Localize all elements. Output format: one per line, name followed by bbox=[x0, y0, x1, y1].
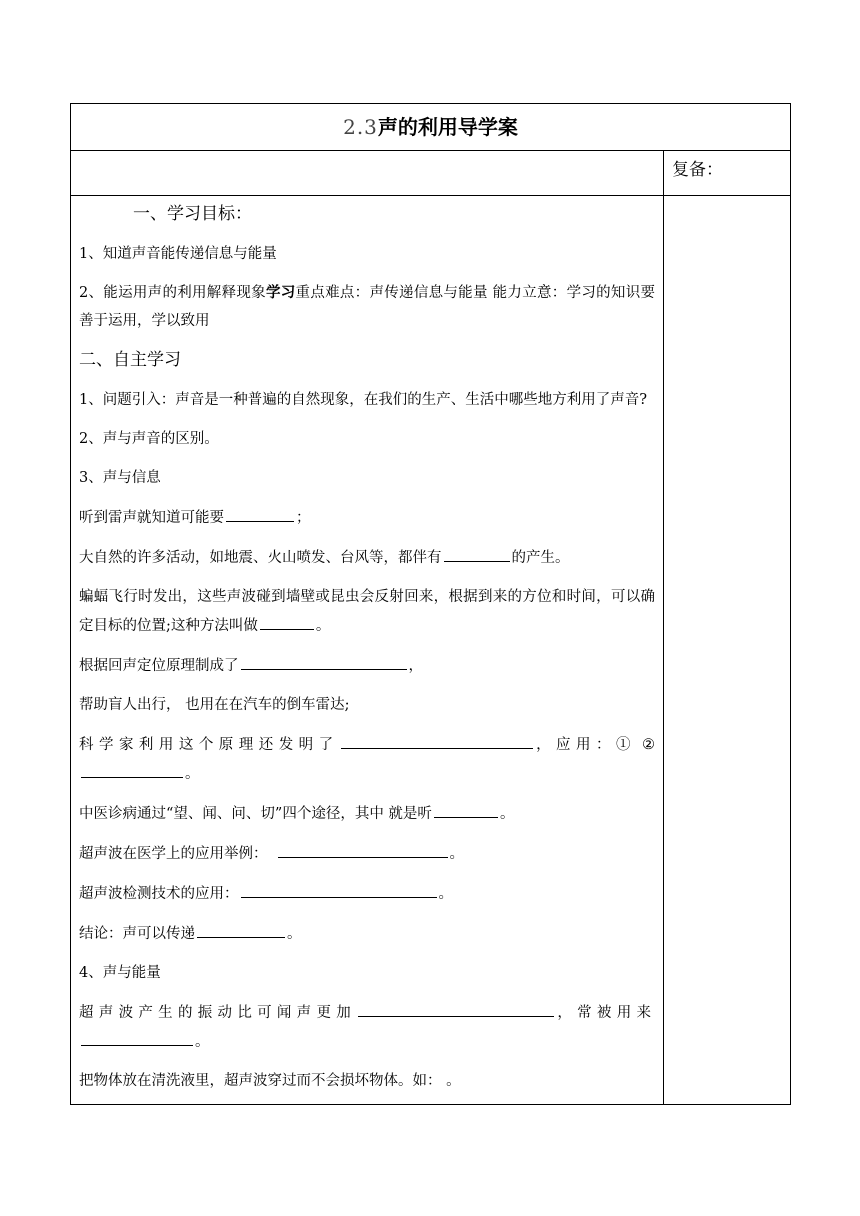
answer-blank[interactable] bbox=[81, 1027, 193, 1046]
answer-blank[interactable] bbox=[226, 503, 294, 522]
line-detection: 超声波检测技术的应用： 。 bbox=[79, 879, 655, 908]
line-blind: 帮助盲人出行， 也用在在汽车的倒车雷达; bbox=[79, 697, 350, 713]
line-ultrasound: 超声波产生的振动比可闻声更加 ，常被用来。 bbox=[79, 998, 655, 1056]
answer-blank[interactable] bbox=[81, 759, 183, 778]
answer-blank[interactable] bbox=[278, 839, 448, 858]
line-bat: 蝙蝠飞行时发出，这些声波碰到墙壁或昆虫会反射回来，根据到来的方位和时间，可以确定目标的位置;这种方法叫做 。 bbox=[79, 589, 655, 634]
question-3: 3、声与信息 bbox=[79, 470, 161, 486]
question-4: 4、声与能量 bbox=[79, 965, 161, 981]
goal-item-2: 2、能运用声的利用解释现象学习重点难点：声传递信息与能量 能力立意：学习的知识要善于运用，学以致用 bbox=[79, 285, 656, 329]
answer-blank[interactable] bbox=[197, 919, 285, 938]
page-title: 2.3声的利用导学案 bbox=[343, 115, 518, 139]
answer-blank[interactable] bbox=[444, 543, 510, 562]
blank-cell bbox=[71, 151, 664, 196]
question-1: 1、问题引入：声音是一种普遍的自然现象，在我们的生产、生活中哪些地方利用了声音? bbox=[79, 392, 647, 408]
answer-blank[interactable] bbox=[241, 879, 437, 898]
answer-blank[interactable] bbox=[241, 651, 407, 670]
worksheet-table bbox=[70, 103, 791, 1105]
review-notes-cell bbox=[664, 196, 791, 1105]
line-scientist: 科学家利用这个原理还发明了 ，应用：① ②。 bbox=[79, 730, 655, 788]
review-label: 复备： bbox=[664, 151, 791, 196]
line-medical: 超声波在医学上的应用举例： 。 bbox=[79, 839, 655, 868]
title-cell bbox=[71, 104, 791, 151]
line-echo: 根据回声定位原理制成了 ， bbox=[79, 651, 655, 680]
line-thunder: 听到雷声就知道可能要 ； bbox=[79, 503, 655, 532]
question-2: 2、声与声音的区别。 bbox=[79, 431, 219, 447]
answer-blank[interactable] bbox=[358, 998, 554, 1017]
line-cleaning: 把物体放在清洗液里，超声波穿过而不会损坏物体。如： 。 bbox=[79, 1073, 461, 1089]
line-tcm: 中医诊病通过“望、闻、问、切”四个途径，其中 就是听 。 bbox=[79, 799, 655, 828]
line-conclusion: 结论：声可以传递 。 bbox=[79, 919, 655, 948]
self-study-heading: 二、自主学习 bbox=[79, 350, 181, 370]
answer-blank[interactable] bbox=[341, 730, 533, 749]
answer-blank[interactable] bbox=[260, 611, 314, 630]
content-cell bbox=[71, 196, 664, 1105]
line-nature: 大自然的许多活动，如地震、火山喷发、台风等，都伴有 的产生。 bbox=[79, 543, 655, 572]
goal-item-1: 1、知道声音能传递信息与能量 bbox=[79, 246, 277, 262]
answer-blank[interactable] bbox=[434, 799, 498, 818]
goals-heading: 一、学习目标： bbox=[133, 204, 252, 224]
